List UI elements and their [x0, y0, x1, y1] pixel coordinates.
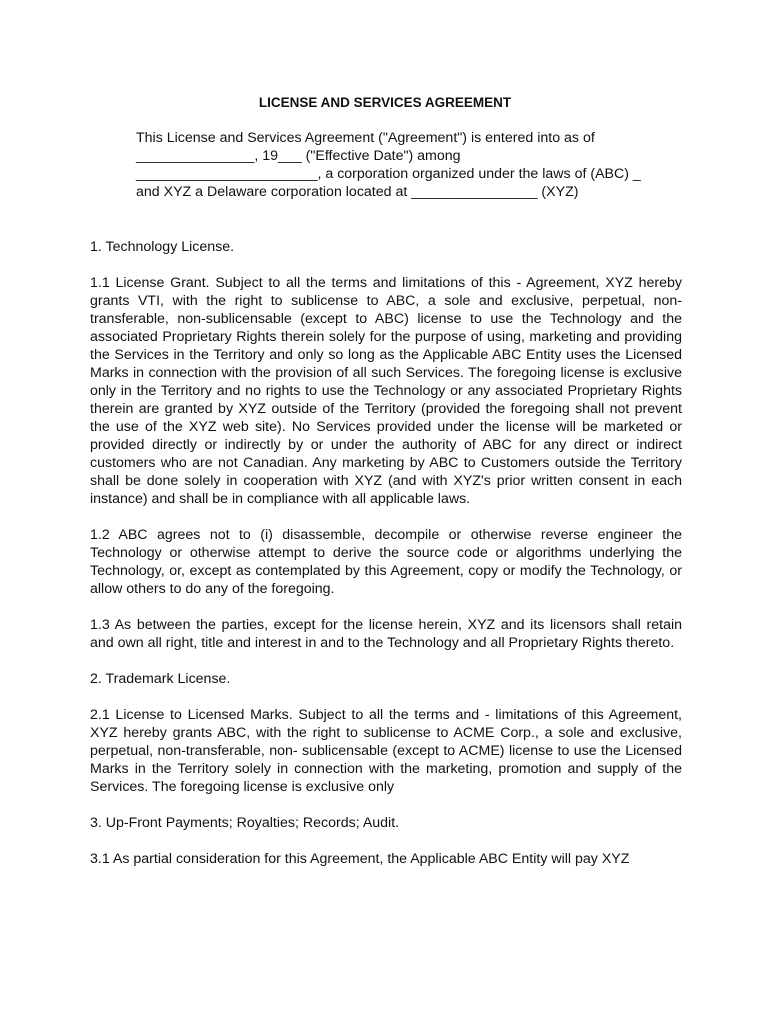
preamble-line: _______________, 19___ ("Effective Date") among	[136, 148, 461, 164]
section-heading-trademark-license: 2. Trademark License.	[90, 671, 231, 687]
paragraph-1-1-license-grant: 1.1 License Grant. Subject to all the terms and limitations of this - Agreement, XYZ hereby grants VTI, with the right to sublicense to ABC, a sole and exclusive, perpetual, non-transferable, non-sublicensable (except to ABC) license to use the Technology and the associated Proprietary Rights therein solely for the purpose of using, marketing and providing the Services in the Territory and only so long as the Applicable ABC Entity uses the Licensed Marks in connection with the provision of all such Services. The foregoing license is exclusive only in the Territory and no rights to use the Technology or any associated Proprietary Rights therein are granted by XYZ outside of the Territory (provided the foregoing shall not prevent the use of the XYZ web site). No Services provided under the license will be marketed or provided directly or indirectly by or under the authority of ABC for any direct or indirect customers who are not Canadian. Any marketing by ABC to Customers outside the Territory shall be done solely in cooperation with XYZ (and with XYZ's prior written consent in each instance) and shall be in compliance with all applicable laws.	[90, 275, 682, 507]
section-heading-technology-license: 1. Technology License.	[90, 239, 235, 255]
preamble	[136, 129, 696, 201]
preamble-line: and XYZ a Delaware corporation located at ________________ (XYZ)	[136, 184, 579, 200]
section-heading-payments: 3. Up-Front Payments; Royalties; Records; Audit.	[90, 815, 400, 831]
paragraph-1-3-ownership: 1.3 As between the parties, except for the license herein, XYZ and its licensors shall retain and own all right, title and interest in and to the Technology and all Proprietary Rights thereto.	[90, 617, 682, 651]
document-body	[90, 238, 682, 886]
preamble-line: This License and Services Agreement ("Agreement") is entered into as of	[136, 130, 595, 146]
paragraph-2-1-licensed-marks: 2.1 License to Licensed Marks. Subject to all the terms and - limitations of this Agreement, XYZ hereby grants ABC, with the right to sublicense to ACME Corp., a sole and exclusive, perpetual, non-transferable, non- sublicensable (except to ACME) license to use the Licensed Marks in the Territory solely in connection with the marketing, promotion and supply of the Services. The foregoing license is exclusive only	[90, 707, 682, 795]
document-title: LICENSE AND SERVICES AGREEMENT	[258, 95, 512, 110]
preamble-line: _______________________, a corporation organized under the laws of (ABC) _	[136, 166, 641, 182]
paragraph-3-1-consideration: 3.1 As partial consideration for this Agreement, the Applicable ABC Entity will pay XYZ	[90, 851, 630, 867]
paragraph-1-2-restrictions: 1.2 ABC agrees not to (i) disassemble, decompile or otherwise reverse engineer the Technology or otherwise attempt to derive the source code or algorithms underlying the Technology, or, except as contemplated by this Agreement, copy or modify the Technology, or allow others to do any of the foregoing.	[90, 527, 682, 597]
